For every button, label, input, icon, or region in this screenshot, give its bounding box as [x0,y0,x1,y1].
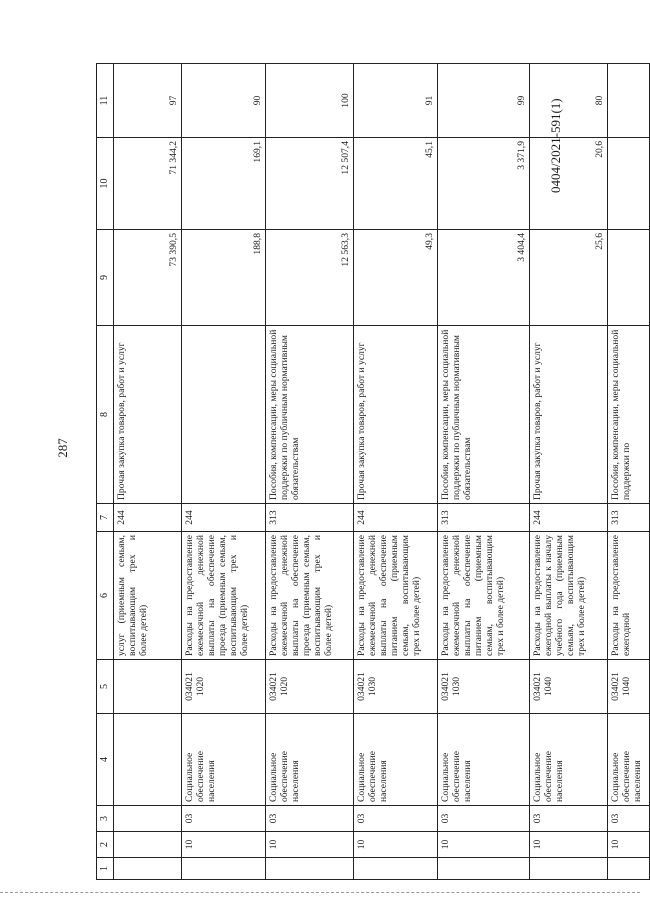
document-code: 0404/2021-591(1) [548,98,563,193]
column-header: 8 [97,326,114,504]
table-cell-col5: 034021 1030 [354,660,438,714]
table-cell-col9: 12 563,3 [266,230,354,326]
table-cell-col1 [266,858,354,880]
table-cell-col3 [114,806,182,832]
table-cell-col7: 244 [114,504,182,532]
table-cell-col3: 03 [530,806,608,832]
column-header: 3 [97,806,114,832]
table-cell-col10: 12 507,4 [266,138,354,230]
table-cell-col8 [182,326,266,504]
table-cell-col4: Социальное обеспечение населения [266,714,354,806]
scan-edge-line [0,892,640,897]
table-cell-col1 [114,858,182,880]
page-number: 287 [55,438,70,458]
table-cell-col8: Прочая закупка товаров, работ и услуг [530,326,608,504]
rotated-table [96,64,644,880]
column-header: 2 [97,832,114,858]
table-cell-col3: 03 [438,806,530,832]
column-header: 11 [97,64,114,138]
table-cell-col10: 45,1 [354,138,438,230]
table-cell-col7: 244 [354,504,438,532]
table-cell-col2 [114,832,182,858]
table-cell-col8: Пособия, компенсации, меры социальной поддержки по публичным нормативным обязательствам [266,326,354,504]
table-cell-col5: 034021 1040 [608,660,650,714]
header-row [97,64,114,880]
table-row [438,64,530,880]
column-header: 6 [97,532,114,660]
table-cell-col11: 91 [354,64,438,138]
table-cell-col5: 034021 1020 [266,660,354,714]
table-cell-col8: Прочая закупка товаров, работ и услуг [114,326,182,504]
column-header: 9 [97,230,114,326]
table-cell-col10 [608,138,650,230]
table-cell-col10: 20,6 [530,138,608,230]
table-cell-col6: Расходы на предоставление ежемесячной денежной выплаты на обеспечение питанием (приемным семьям, воспитывающим трех и более детей) [354,532,438,660]
table-cell-col4 [114,714,182,806]
column-header: 7 [97,504,114,532]
table-cell-col6: Расходы на предоставление ежемесячной денежной выплаты на обеспечение проезда (приемным семьям, воспитывающим трех и более детей) [266,532,354,660]
table-cell-col9: 3 404,4 [438,230,530,326]
table-cell-col7: 313 [438,504,530,532]
table-cell-col11 [608,64,650,138]
table-row [530,64,608,880]
table-row [608,64,650,880]
table-cell-col1 [608,858,650,880]
table-cell-col5: 034021 1020 [182,660,266,714]
table-cell-col9 [608,230,650,326]
table-cell-col5: 034021 1030 [438,660,530,714]
table-cell-col6: Расходы на предоставление ежемесячной денежной выплаты на обеспечение проезда (приемным семьям, воспитывающим трех и более детей) [182,532,266,660]
table-cell-col9: 188,8 [182,230,266,326]
table-cell-col5: 034021 1040 [530,660,608,714]
table-cell-col3: 03 [354,806,438,832]
table-cell-col2: 10 [608,832,650,858]
table-cell-col11: 97 [114,64,182,138]
column-header: 4 [97,714,114,806]
table-cell-col11: 100 [266,64,354,138]
table-cell-col11: 99 [438,64,530,138]
table-cell-col3: 03 [608,806,650,832]
table-row [354,64,438,880]
column-header: 1 [97,858,114,880]
table-cell-col7: 244 [182,504,266,532]
table-cell-col4: Социальное обеспечение населения [438,714,530,806]
table-cell-col4: Социальное обеспечение населения [354,714,438,806]
table-row [114,64,182,880]
table-container [96,64,644,880]
table-row [182,64,266,880]
table-cell-col2: 10 [530,832,608,858]
table-cell-col10: 3 371,9 [438,138,530,230]
table-cell-col9: 73 390,5 [114,230,182,326]
table-cell-col3: 03 [266,806,354,832]
table-cell-col2: 10 [182,832,266,858]
table-cell-col1 [354,858,438,880]
table-cell-col8: Прочая закупка товаров, работ и услуг [354,326,438,504]
table-cell-col6: Расходы на предоставление ежегодной выплаты к началу учебного года (приемным семьям, воспитывающим трех и более детей) [530,532,608,660]
table-cell-col4: Социальное обеспечение населения [608,714,650,806]
table-cell-col9: 49,3 [354,230,438,326]
table-cell-col2: 10 [438,832,530,858]
table-cell-col4: Социальное обеспечение населения [530,714,608,806]
table-cell-col2: 10 [354,832,438,858]
table-cell-col4: Социальное обеспечение населения [182,714,266,806]
table-cell-col2: 10 [266,832,354,858]
table-cell-col3: 03 [182,806,266,832]
table-body [114,64,650,880]
table-cell-col7: 313 [608,504,650,532]
column-header: 5 [97,660,114,714]
table-row [266,64,354,880]
budget-table [96,63,650,880]
table-cell-col10: 169,1 [182,138,266,230]
table-cell-col10: 71 344,2 [114,138,182,230]
table-cell-col7: 244 [530,504,608,532]
table-cell-col6: Расходы на предоставление ежегодной [608,532,650,660]
table-cell-col6: услуг (приемным семьям, воспитывающим трех и более детей) [114,532,182,660]
table-cell-col1 [438,858,530,880]
column-header: 10 [97,138,114,230]
table-cell-col11: 80 [530,64,608,138]
table-cell-col11: 90 [182,64,266,138]
table-cell-col6: Расходы на предоставление ежемесячной денежной выплаты на обеспечение питанием (приемным семьям, воспитывающим трех и более детей) [438,532,530,660]
table-cell-col1 [182,858,266,880]
table-cell-col7: 313 [266,504,354,532]
table-cell-col1 [530,858,608,880]
table-cell-col8: Пособия, компенсации, меры социальной поддержки по [608,326,650,504]
table-cell-col8: Пособия, компенсации, меры социальной поддержки по публичным нормативным обязательствам [438,326,530,504]
table-cell-col9: 25,6 [530,230,608,326]
table-cell-col5 [114,660,182,714]
